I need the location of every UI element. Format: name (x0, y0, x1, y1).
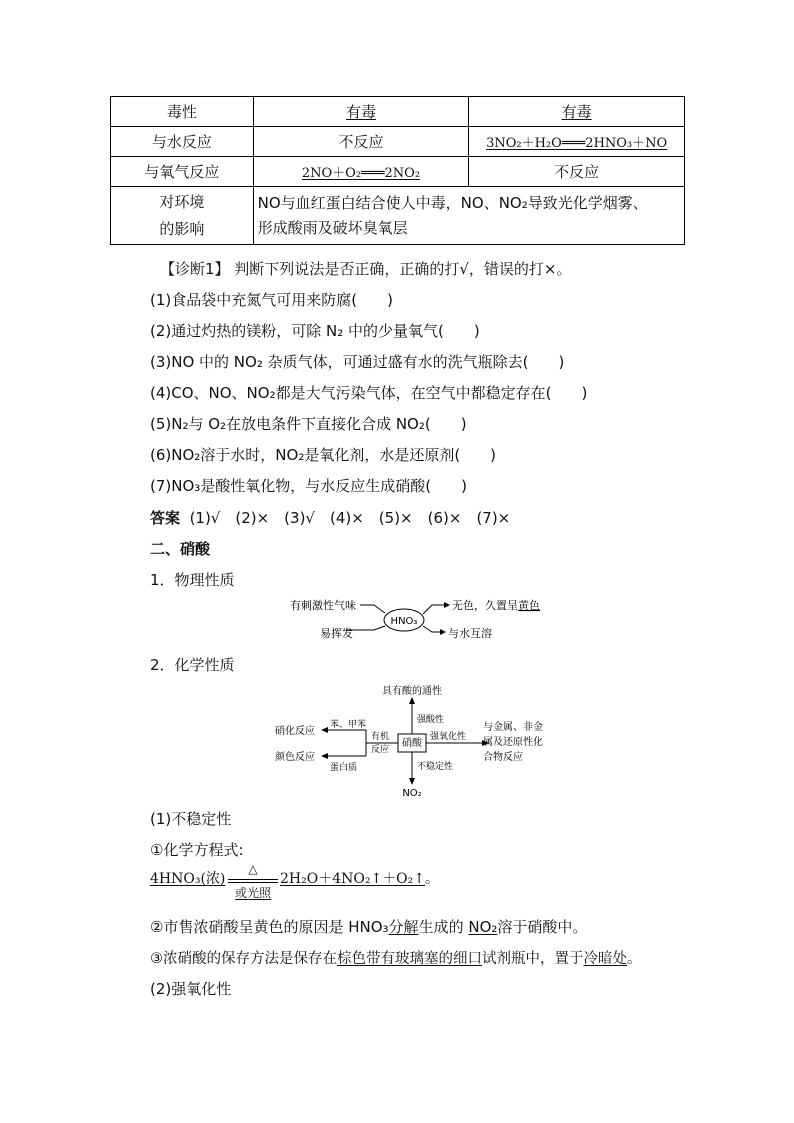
no-water: 不反应 (253, 127, 469, 157)
no2-water-equation: 3NO₂＋H₂O═══2HNO₃＋NO (486, 136, 668, 151)
diagnosis-item: (6)NO₂溶于水时，NO₂是氧化剂，水是还原剂( ) (150, 446, 497, 464)
diagnosis-title: 【诊断1】 判断下列说法是否正确，正确的打√，错误的打×。 (160, 260, 572, 278)
physical-pungent: 有刺激性气味 (290, 599, 356, 612)
oxidizing-title: (2)强氧化性 (150, 980, 232, 998)
row-label: 与氧气反应 (111, 157, 254, 187)
physical-color: 无色，久置呈黄色 (452, 599, 540, 612)
organic-reaction-line2: 反应 (371, 745, 390, 755)
diagnosis-item: (1)食品袋中充氮气可用来防腐( ) (150, 291, 393, 309)
no2-oxygen: 不反应 (469, 157, 685, 187)
condition-bar (228, 879, 278, 880)
row-label-line2: 的影响 (159, 219, 205, 238)
nitration-reaction: 硝化反应 (275, 726, 315, 737)
section-title: 二、硝酸 (150, 540, 211, 558)
oxidizing-result-line2: 属及还原性化 (483, 737, 543, 748)
answer-text: (1)√ (2)× (3)√ (4)× (5)× (6)× (7)× (189, 509, 511, 527)
yellow-reason: ②市售浓硝酸呈黄色的原因是 HNO₃分解生成的 NO₂溶于硝酸中。 (150, 918, 588, 936)
acid-general-property: 具有酸的通性 (382, 686, 442, 697)
oxidizing-result-line3: 合物反应 (483, 752, 523, 763)
physical-miscible: 与水互溶 (448, 627, 492, 640)
table-row (111, 187, 685, 245)
subsection-physical: 1．物理性质 (150, 571, 235, 589)
oxidizing-result-line1: 与金属、非金 (483, 722, 543, 733)
row-label: 毒性 (111, 97, 254, 127)
answer (150, 507, 510, 528)
equation-label: ①化学方程式: (150, 841, 244, 859)
diagnosis-item: (5)N₂与 O₂在放电条件下直接化合成 NO₂( ) (150, 415, 467, 433)
diagnosis-item: (7)NO₃是酸性氧化物，与水反应生成硝酸( ) (150, 477, 467, 495)
row-label: 与水反应 (111, 127, 254, 157)
no2-product: NO₂ (402, 788, 422, 799)
strong-acidity-label: 强酸性 (417, 715, 445, 725)
table-row (111, 157, 685, 187)
table-row (111, 127, 685, 157)
equation-right: 2H₂O＋4NO₂↑＋O₂↑。 (280, 871, 440, 887)
diagnosis-item: (3)NO 中的 NO₂ 杂质气体，可通过盛有水的洗气瓶除去( ) (150, 353, 565, 371)
physical-properties-diagram (280, 592, 550, 642)
properties-table (110, 96, 685, 245)
no-oxygen-equation: 2NO＋O₂═══2NO₂ (301, 166, 421, 181)
color-reaction: 颜色反应 (275, 752, 315, 763)
chemical-properties-diagram (270, 682, 570, 800)
row-label-line1: 对环境 (159, 192, 205, 211)
no2-toxicity: 有毒 (561, 103, 592, 121)
protein-reagent: 蛋白质 (330, 763, 358, 773)
env-impact-line2: 形成酸雨及破坏臭氧层 (257, 218, 408, 237)
condition-bar (228, 882, 278, 883)
env-impact-line1: NO与血红蛋白结合使人中毒，NO、NO₂导致光化学烟雾、 (257, 193, 648, 212)
physical-volatile: 易挥发 (320, 627, 353, 640)
storage-method: ③浓硝酸的保存方法是保存在棕色带有玻璃塞的细口试剂瓶中，置于冷暗处。 (150, 951, 642, 967)
instability-label: 不稳定性 (417, 762, 454, 772)
light-condition: 或光照 (234, 886, 271, 900)
subsection-chemical: 2．化学性质 (150, 656, 235, 674)
heat-condition: △ (248, 862, 258, 876)
diagnosis-item: (2)通过灼热的镁粉，可除 N₂ 中的少量氧气( ) (150, 322, 480, 340)
equation-left: 4HNO₃(浓) (150, 871, 226, 887)
organic-reaction-line1: 有机 (371, 732, 390, 742)
no-toxicity: 有毒 (345, 103, 376, 121)
instability-title: (1)不稳定性 (150, 810, 232, 828)
table-row (111, 97, 685, 127)
hno3-node: HNO₃ (390, 616, 418, 627)
diagnosis-item: (4)CO、NO、NO₂都是大气污染气体，在空气中都稳定存在( ) (150, 384, 588, 402)
nitric-acid-node: 硝酸 (402, 738, 422, 749)
answer-label: 答案 (150, 509, 181, 527)
strong-oxidizing-label: 强氧化性 (430, 732, 467, 742)
benzene-reagent: 苯、甲苯 (330, 720, 367, 730)
